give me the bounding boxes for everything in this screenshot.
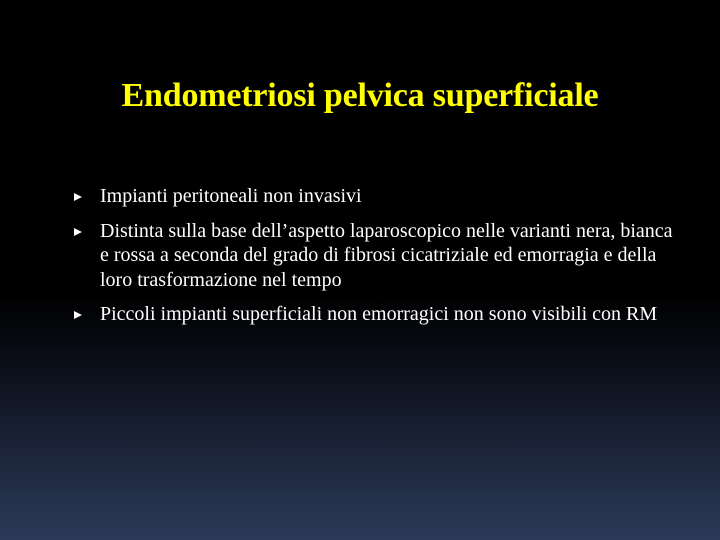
bullet-text: Distinta sulla base dell’aspetto laparoscopico nelle varianti nera, bianca e rossa a seconda del grado di fibrosi cicatriziale ed emorragia e della loro trasformazione nel tempo	[100, 219, 673, 291]
square-bullet-icon	[73, 219, 85, 243]
bullet-text: Impianti peritoneali non invasivi	[100, 185, 362, 207]
bullet-item	[73, 184, 673, 209]
square-bullet-icon	[73, 302, 85, 326]
bullet-item	[73, 219, 673, 293]
bullet-item	[73, 302, 673, 327]
bullet-text: Piccoli impianti superficiali non emorragici non sono visibili con RM	[100, 303, 658, 325]
bullet-list	[73, 184, 673, 337]
slide-title: Endometriosi pelvica superficiale	[121, 77, 599, 114]
square-bullet-icon	[73, 184, 85, 208]
